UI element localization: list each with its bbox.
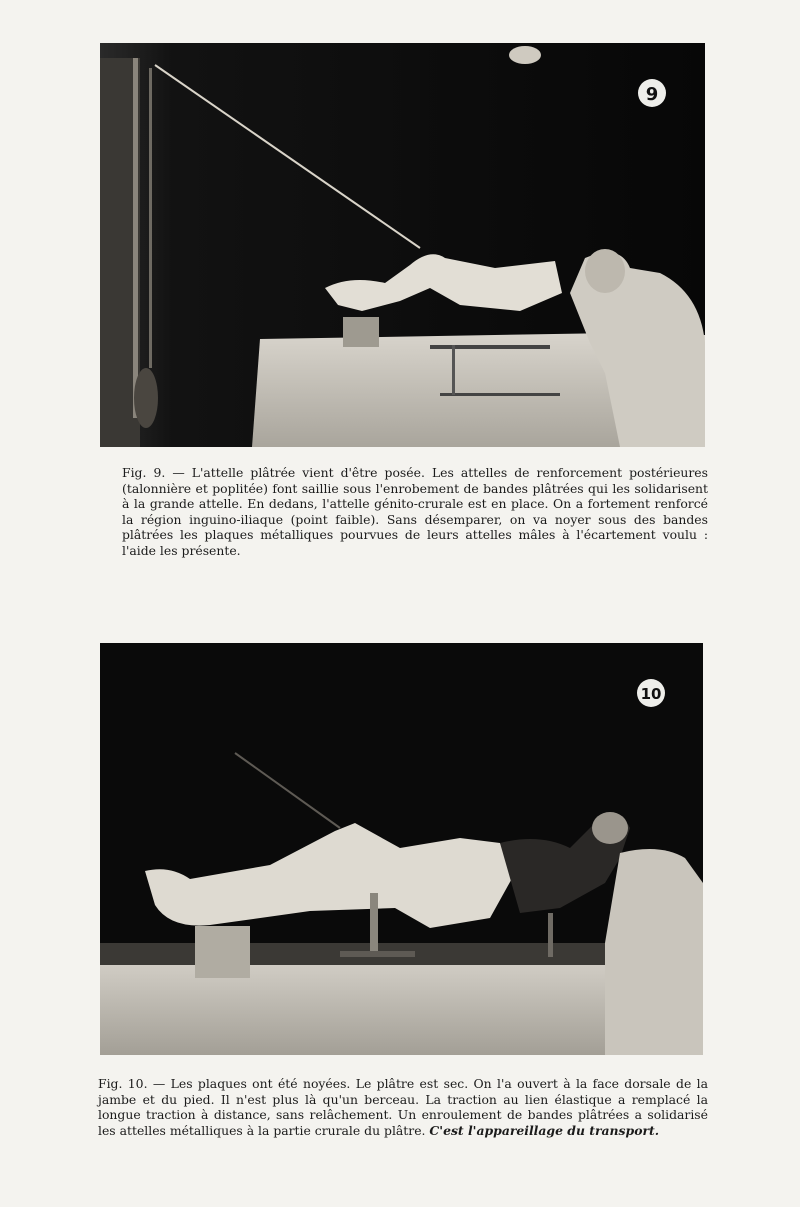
- figure-9-photo: [100, 43, 705, 447]
- figure-9-illustration: [100, 43, 705, 447]
- figure-10-photo: [100, 643, 703, 1055]
- figure-9-caption: Fig. 9. — L'attelle plâtrée vient d'être posée. Les attelles de renforcement postérieures (talonnière et poplitée) font saillie sous l'enrobement de bandes plâtrées qui les solidarisent à la grande attelle. En dedans, l'attelle génito-crurale est en place. On a fortement renforcé la région inguino-iliaque (point faible). Sans désemparer, on va noyer sous des bandes plâtrées les plaques métalliques pourvues de leurs attelles mâles à l'écartement voulu : l'aide les présente.: [122, 465, 708, 558]
- figure-10-caption-emphasis: C'est l'appareillage du transport.: [429, 1122, 660, 1138]
- figure-9-number-badge: 9: [645, 84, 659, 105]
- figure-10-caption-body: Fig. 10. — Les plaques ont été noyées. Le plâtre est sec. On l'a ouvert à la face dorsale de la jambe et du pied. Il n'est plus là qu'un berceau. La traction au lien élastique a remplacé la longue traction à distance, sans relâchement. Un enroulement de bandes plâtrées a solidarisé les attelles métalliques à la partie crurale du plâtre.: [98, 1076, 708, 1138]
- figure-10-illustration: [100, 643, 703, 1055]
- figure-10-caption: [98, 1076, 708, 1138]
- figure-10-number-badge: 10: [640, 685, 662, 703]
